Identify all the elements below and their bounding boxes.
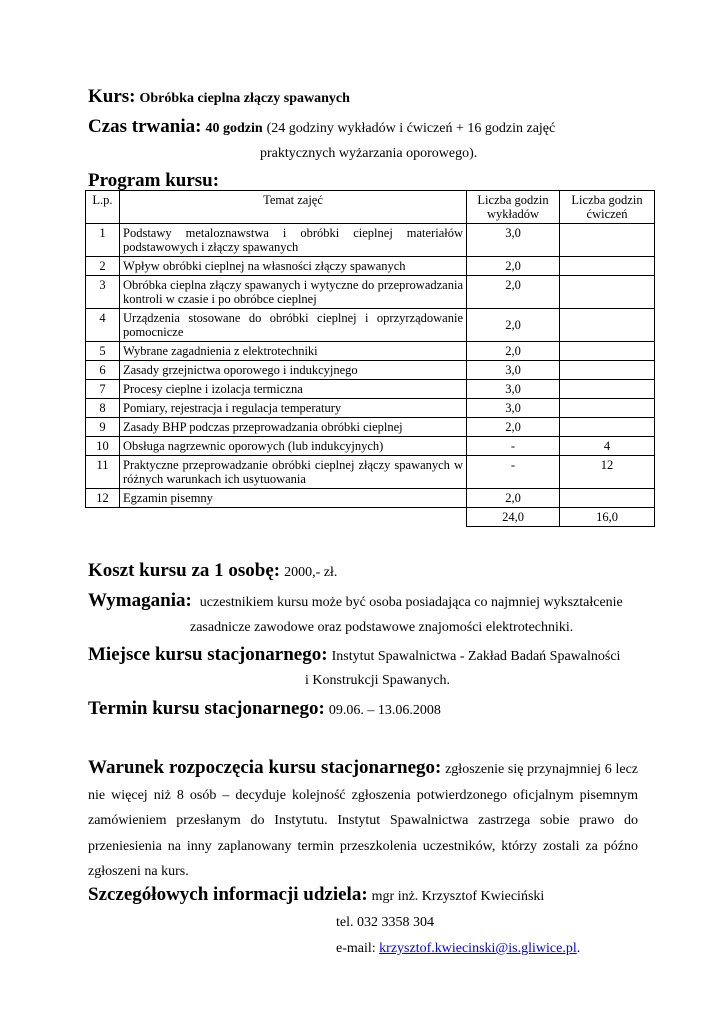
table-total-row bbox=[86, 508, 655, 527]
row-lp: 1 bbox=[86, 224, 120, 257]
row-lp: 7 bbox=[86, 380, 120, 399]
row-exercises: 12 bbox=[560, 456, 655, 489]
row-topic: Obsługa nagrzewnic oporowych (lub indukcyjnych) bbox=[120, 437, 467, 456]
row-lectures: 2,0 bbox=[467, 257, 560, 276]
row-exercises bbox=[560, 342, 655, 361]
row-exercises bbox=[560, 361, 655, 380]
table-row bbox=[86, 489, 655, 508]
row-lp: 6 bbox=[86, 361, 120, 380]
row-topic: Wybrane zagadnienia z elektrotechniki bbox=[120, 342, 467, 361]
row-lectures: - bbox=[467, 437, 560, 456]
row-topic: Obróbka cieplna złączy spawanych i wytyczne do przeprowadzania kontroli w czasie i po obróbce cieplnej bbox=[120, 276, 467, 309]
row-topic: Podstawy metaloznawstwa i obróbki cieplnej materiałów podstawowych i złączy spawanych bbox=[120, 224, 467, 257]
row-lectures: 2,0 bbox=[467, 276, 560, 309]
cost-label: Koszt kursu za 1 osobę: bbox=[88, 560, 281, 581]
location-line-1: Instytut Spawalnictwa - Zakład Badań Spawalności bbox=[331, 649, 621, 664]
row-lp: 3 bbox=[86, 276, 120, 309]
requirements-line bbox=[88, 590, 623, 612]
row-lp: 4 bbox=[86, 309, 120, 342]
row-lp: 11 bbox=[86, 456, 120, 489]
row-topic: Praktyczne przeprowadzanie obróbki cieplnej złączy spawanych w różnych warunkach ich usytuowania bbox=[120, 456, 467, 489]
condition-text: zgłoszenie się przynajmniej 6 lecz nie więcej niż 8 osób – decyduje kolejność zgłoszenia potwierdzonego oficjalnym pisemnym zamówieniem przesłanym do Instytutu. Instytut Spawalnictwa zastrzega sobie prawo do przeniesienia na inny zaplanowany termin przeszkolenia uczestników, którzy zostali za późno zgłoszeni na kurs. bbox=[88, 762, 638, 879]
row-lp: 12 bbox=[86, 489, 120, 508]
program-table bbox=[85, 190, 655, 527]
row-topic: Zasady BHP podczas przeprowadzania obróbki cieplnej bbox=[120, 418, 467, 437]
row-lp: 8 bbox=[86, 399, 120, 418]
row-exercises bbox=[560, 276, 655, 309]
row-topic: Procesy cieplne i izolacja termiczna bbox=[120, 380, 467, 399]
table-row bbox=[86, 276, 655, 309]
row-lectures: - bbox=[467, 456, 560, 489]
table-row bbox=[86, 456, 655, 489]
term-line bbox=[88, 698, 441, 720]
row-exercises bbox=[560, 418, 655, 437]
duration-hours: 40 godzin bbox=[205, 121, 263, 136]
contact-email-line bbox=[336, 941, 580, 957]
course-line bbox=[88, 86, 350, 108]
condition-label: Warunek rozpoczęcia kursu stacjonarnego: bbox=[88, 757, 442, 778]
row-exercises bbox=[560, 224, 655, 257]
table-row bbox=[86, 361, 655, 380]
row-exercises bbox=[560, 257, 655, 276]
table-row bbox=[86, 224, 655, 257]
total-exercises: 16,0 bbox=[560, 508, 655, 527]
table-row bbox=[86, 418, 655, 437]
program-label: Program kursu: bbox=[88, 170, 220, 191]
contact-line bbox=[88, 884, 544, 906]
row-exercises bbox=[560, 380, 655, 399]
row-topic: Wpływ obróbki cieplnej na własności złączy spawanych bbox=[120, 257, 467, 276]
duration-detail-2: praktycznych wyżarzania oporowego). bbox=[260, 146, 478, 161]
contact-label: Szczegółowych informacji udziela: bbox=[88, 884, 368, 905]
row-topic: Urządzenia stosowane do obróbki cieplnej i oprzyrządowanie pomocnicze bbox=[120, 309, 467, 342]
row-lectures: 2,0 bbox=[467, 309, 560, 342]
row-lp: 9 bbox=[86, 418, 120, 437]
total-spacer bbox=[120, 508, 467, 527]
row-lp: 2 bbox=[86, 257, 120, 276]
course-label: Kurs: bbox=[88, 86, 136, 107]
requirements-label: Wymagania: bbox=[88, 590, 192, 611]
header-lectures: Liczba godzin wykładów bbox=[467, 191, 560, 224]
table-row bbox=[86, 437, 655, 456]
row-topic: Pomiary, rejestracja i regulacja temperatury bbox=[120, 399, 467, 418]
course-name: Obróbka cieplna złączy spawanych bbox=[139, 91, 350, 106]
row-exercises bbox=[560, 399, 655, 418]
header-topic: Temat zajęć bbox=[120, 191, 467, 224]
row-exercises bbox=[560, 489, 655, 508]
row-lectures: 2,0 bbox=[467, 342, 560, 361]
row-exercises: 4 bbox=[560, 437, 655, 456]
email-link[interactable]: krzysztof.kwiecinski@is.gliwice.pl bbox=[379, 941, 577, 956]
row-topic: Zasady grzejnictwa oporowego i indukcyjnego bbox=[120, 361, 467, 380]
row-lectures: 3,0 bbox=[467, 361, 560, 380]
requirements-line-1: uczestnikiem kursu może być osoba posiadająca co najmniej wykształcenie bbox=[199, 595, 623, 610]
header-exercises: Liczba godzin ćwiczeń bbox=[560, 191, 655, 224]
row-lectures: 2,0 bbox=[467, 489, 560, 508]
location-line bbox=[88, 644, 620, 666]
row-exercises bbox=[560, 309, 655, 342]
term-value: 09.06. – 13.06.2008 bbox=[328, 703, 441, 718]
table-row bbox=[86, 342, 655, 361]
row-lectures: 3,0 bbox=[467, 224, 560, 257]
duration-line bbox=[88, 116, 555, 138]
term-label: Termin kursu stacjonarnego: bbox=[88, 698, 325, 719]
email-suffix: . bbox=[576, 941, 581, 956]
table-row bbox=[86, 309, 655, 342]
requirements-line-2: zasadnicze zawodowe oraz podstawowe znajomości elektrotechniki. bbox=[190, 620, 574, 635]
row-lectures: 3,0 bbox=[467, 380, 560, 399]
row-lp: 5 bbox=[86, 342, 120, 361]
table-row bbox=[86, 399, 655, 418]
location-line-2: i Konstrukcji Spawanych. bbox=[305, 673, 451, 688]
table-header-row bbox=[86, 191, 655, 224]
table-row bbox=[86, 257, 655, 276]
total-spacer bbox=[86, 508, 120, 527]
cost-value: 2000,- zł. bbox=[284, 565, 338, 580]
row-lectures: 3,0 bbox=[467, 399, 560, 418]
table-row bbox=[86, 380, 655, 399]
row-lp: 10 bbox=[86, 437, 120, 456]
row-lectures: 2,0 bbox=[467, 418, 560, 437]
condition-paragraph bbox=[88, 755, 638, 885]
header-lp: L.p. bbox=[86, 191, 120, 224]
cost-line bbox=[88, 560, 337, 582]
total-lectures: 24,0 bbox=[467, 508, 560, 527]
contact-phone: tel. 032 3358 304 bbox=[336, 915, 434, 930]
row-topic: Egzamin pisemny bbox=[120, 489, 467, 508]
duration-label: Czas trwania: bbox=[88, 116, 202, 137]
location-label: Miejsce kursu stacjonarnego: bbox=[88, 644, 328, 665]
duration-detail-1: (24 godziny wykładów i ćwiczeń + 16 godzin zajęć bbox=[266, 121, 556, 136]
contact-name: mgr inż. Krzysztof Kwieciński bbox=[371, 889, 545, 904]
email-prefix: e-mail: bbox=[336, 941, 376, 956]
